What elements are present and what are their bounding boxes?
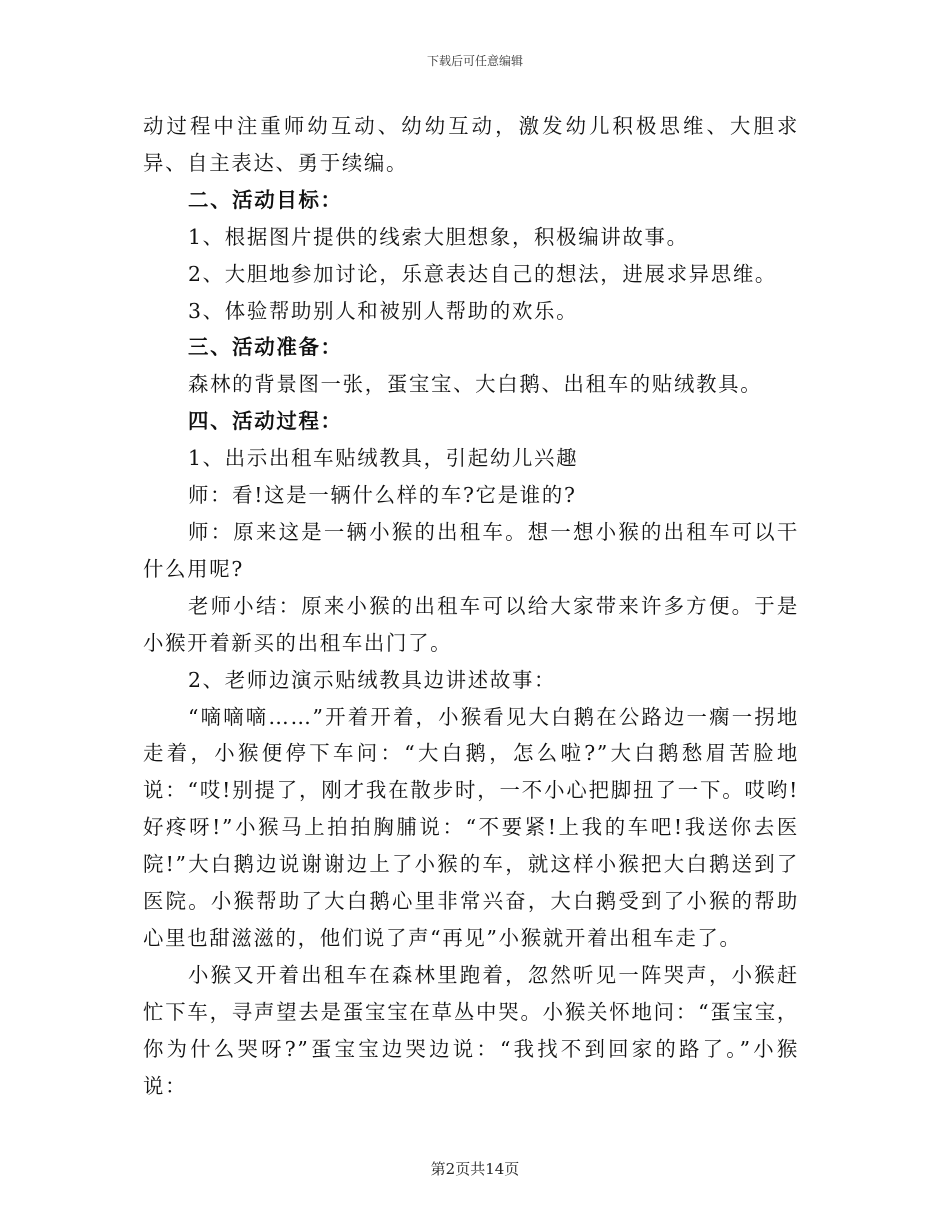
process-step-2: 2、老师边演示贴绒教具边讲述故事： [188,667,557,692]
teacher-line-1: 师：看!这是一辆什么样的车?它是谁的? [188,483,577,508]
teacher-summary: 老师小结：原来小猴的出租车可以给大家带来许多方便。于是小猴开着新买的出租车出门了。 [143,593,799,655]
teacher-line-2: 师：原来这是一辆小猴的出租车。想一想小猴的出租车可以干什么用呢? [143,519,799,581]
goal-item-2: 2、大胆地参加讨论，乐意表达自己的想法，进展求异思维。 [188,261,778,286]
heading-activity-process: 四、活动过程： [188,409,343,434]
heading-activity-preparation: 三、活动准备： [188,335,343,360]
heading-activity-goals: 二、活动目标： [188,187,343,212]
story-paragraph-1: “嘀嘀嘀……”开着开着，小猴看见大白鹅在公路边一瘸一拐地走着，小猴便停下车问：“大白鹅，怎么啦?”大白鹅愁眉苦脸地说：“哎!别提了，刚才我在散步时，一不小心把脚扭了一下。哎哟!好疼呀!”小猴马上拍拍胸脯说：“不要紧!上我的车吧!我送你去医院!”大白鹅边说谢谢边上了小猴的车，就这样小猴把大白鹅送到了医院。小猴帮助了大白鹅心里非常兴奋，大白鹅受到了小猴的帮助心里也甜滋滋的，他们说了声“再见”小猴就开着出租车走了。 [143,704,799,950]
paragraph-intro-continued: 动过程中注重师幼互动、幼幼互动，激发幼儿积极思维、大胆求异、自主表达、勇于续编。 [143,114,799,175]
goal-item-1: 1、根据图片提供的线索大胆想象，积极编讲故事。 [188,224,689,249]
story-paragraph-2: 小猴又开着出租车在森林里跑着，忽然听见一阵哭声，小猴赶忙下车，寻声望去是蛋宝宝在草丛中哭。小猴关怀地问：“蛋宝宝，你为什么哭呀?”蛋宝宝边哭边说：“我找不到回家的路了。”小猴说： [143,962,799,1098]
goal-item-3: 3、体验帮助别人和被别人帮助的欢乐。 [188,298,579,323]
page-header: 下载后可任意编辑 [426,54,523,68]
process-step-1: 1、出示出租车贴绒教具，引起幼儿兴趣 [188,446,579,471]
document-body [143,108,799,1104]
page-number: 第2页共14页 [430,1160,520,1178]
preparation-text: 森林的背景图一张，蛋宝宝、大白鹅、出租车的贴绒教具。 [188,372,763,397]
